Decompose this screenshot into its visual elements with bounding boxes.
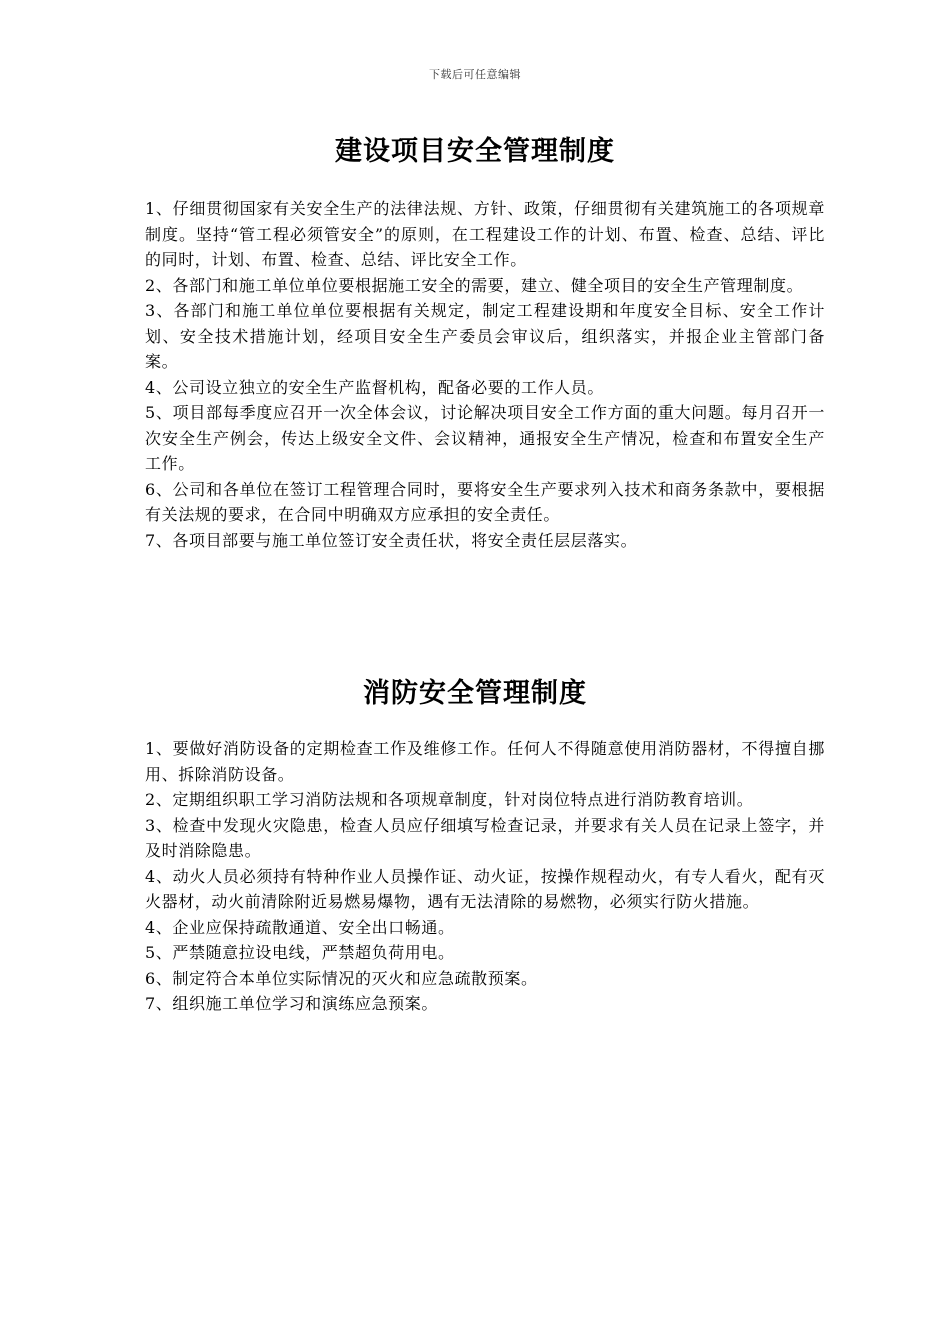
section-title: 消防安全管理制度 <box>363 678 587 709</box>
rule-item: 5、严禁随意拉设电线，严禁超负荷用电。 <box>145 943 455 962</box>
section-fire-safety <box>145 672 825 1017</box>
rule-item: 7、组织施工单位学习和演练应急预案。 <box>145 994 438 1013</box>
rule-item: 5、项目部每季度应召开一次全体会议，讨论解决项目安全工作方面的重大问题。每月召开一次安全生产例会，传达上级安全文件、会议精神，通报安全生产情况，检查和布置安全生产工作。 <box>145 403 825 473</box>
rule-list <box>145 196 825 553</box>
header-note: 下载后可任意编辑 <box>429 68 521 81</box>
rule-item: 4、企业应保持疏散通道、安全出口畅通。 <box>145 917 455 937</box>
section-title: 建设项目安全管理制度 <box>335 136 615 167</box>
rule-item: 4、公司设立独立的安全生产监督机构，配备必要的工作人员。 <box>145 377 604 397</box>
rule-item: 4、动火人员必须持有特种作业人员操作证、动火证，按操作规程动火，有专人看火，配有灭火器材，动火前清除附近易燃易爆物，遇有无法清除的易燃物，必须实行防火措施。 <box>145 866 825 911</box>
rule-list <box>145 736 825 1017</box>
section-construction-safety <box>145 130 825 553</box>
rule-item: 3、检查中发现火灾隐患，检查人员应仔细填写检查记录，并要求有关人员在记录上签字，并及时消除隐患。 <box>145 815 825 860</box>
rule-item: 6、公司和各单位在签订工程管理合同时，要将安全生产要求列入技术和商务条款中，要根据有关法规的要求，在合同中明确双方应承担的安全责任。 <box>145 479 825 524</box>
rule-item: 6、制定符合本单位实际情况的灭火和应急疏散预案。 <box>145 968 538 988</box>
rule-item: 2、各部门和施工单位单位要根据施工安全的需要，建立、健全项目的安全生产管理制度。 <box>145 275 804 295</box>
rule-item: 1、仔细贯彻国家有关安全生产的法律法规、方针、政策，仔细贯彻有关建筑施工的各项规章制度。坚持“管工程必须管安全”的原则，在工程建设工作的计划、布置、检查、总结、评比的同时，计划、布置、检查、总结、评比安全工作。 <box>145 199 825 269</box>
rule-item: 7、各项目部要与施工单位签订安全责任状，将安全责任层层落实。 <box>145 530 638 550</box>
rule-item: 3、各部门和施工单位单位要根据有关规定，制定工程建设期和年度安全目标、安全工作计划、安全技术措施计划，经项目安全生产委员会审议后，组织落实，并报企业主管部门备案。 <box>145 301 825 371</box>
rule-item: 1、要做好消防设备的定期检查工作及维修工作。任何人不得随意使用消防器材，不得擅自挪用、拆除消防设备。 <box>145 739 825 784</box>
rule-item: 2、定期组织职工学习消防法规和各项规章制度，针对岗位特点进行消防教育培训。 <box>145 790 754 809</box>
